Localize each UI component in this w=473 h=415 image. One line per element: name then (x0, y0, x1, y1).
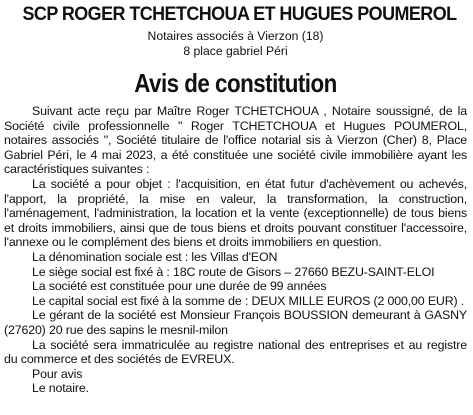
notice-title: Avis de constitution (134, 68, 337, 98)
notary-firm-name: SCP ROGER TCHETCHOUA ET HUGUES POUMEROL (22, 3, 457, 25)
notice-paragraph-purpose: La société a pour objet : l'acquisition, en état futur d'achèvement ou achevés, l'apport, la propriété, la mise en valeur, la transformation, la construction, l'aménagement, l'administration, la location et la vente (exceptionnelle) de tous biens et droits immobiliers, ainsi que de tous biens et droits pouvant constituer l'accessoire, l'annexe ou le complément des biens et droits immobiliers en question. (4, 176, 467, 250)
notice-paragraph-head-office: Le siège social est fixé à : 18C route de Gisors – 27660 BEZU-SAINT-ELOI (32, 264, 435, 279)
notice-paragraph-duration: La société est constituée pour une durée de 99 années (32, 279, 327, 294)
notice-paragraph-registration: La société sera immatriculée au registre national des entreprises et au registre du commerce et des sociétés de EVREUX. (4, 337, 467, 367)
notice-paragraph-name: La dénomination sociale est : les Villas d'EON (32, 249, 278, 264)
notice-paragraph-capital: Le capital social est fixé à la somme de : DEUX MILLE EUROS (2 000,00 EUR) . (32, 293, 465, 308)
notice-signature: Le notaire. (32, 381, 89, 396)
notary-address-line-1: Notaires associés à Vierzon (18) (147, 29, 324, 43)
notice-closing: Pour avis (32, 366, 83, 381)
notice-paragraph-deed: Suivant acte reçu par Maître Roger TCHETCHOUA , Notaire soussigné, de la Société civile professionnelle " Roger TCHETCHOUA et Hugues POUMEROL, notaires associés ", Société titulaire de l'office notarial sis à Vierzon (Cher) 8, Place Gabriel Péri, le 4 mai 2023, a été constituée une société civile immobilière ayant les caractéristiques suivantes : (4, 104, 467, 177)
notice-paragraph-manager: Le gérant de la société est Monsieur François BOUSSION demeurant à GASNY (27620) 20 rue des sapins le mesnil-milon (4, 308, 467, 337)
notice-body (4, 104, 467, 396)
notary-address-line-2: 8 place gabriel Péri (183, 43, 288, 58)
